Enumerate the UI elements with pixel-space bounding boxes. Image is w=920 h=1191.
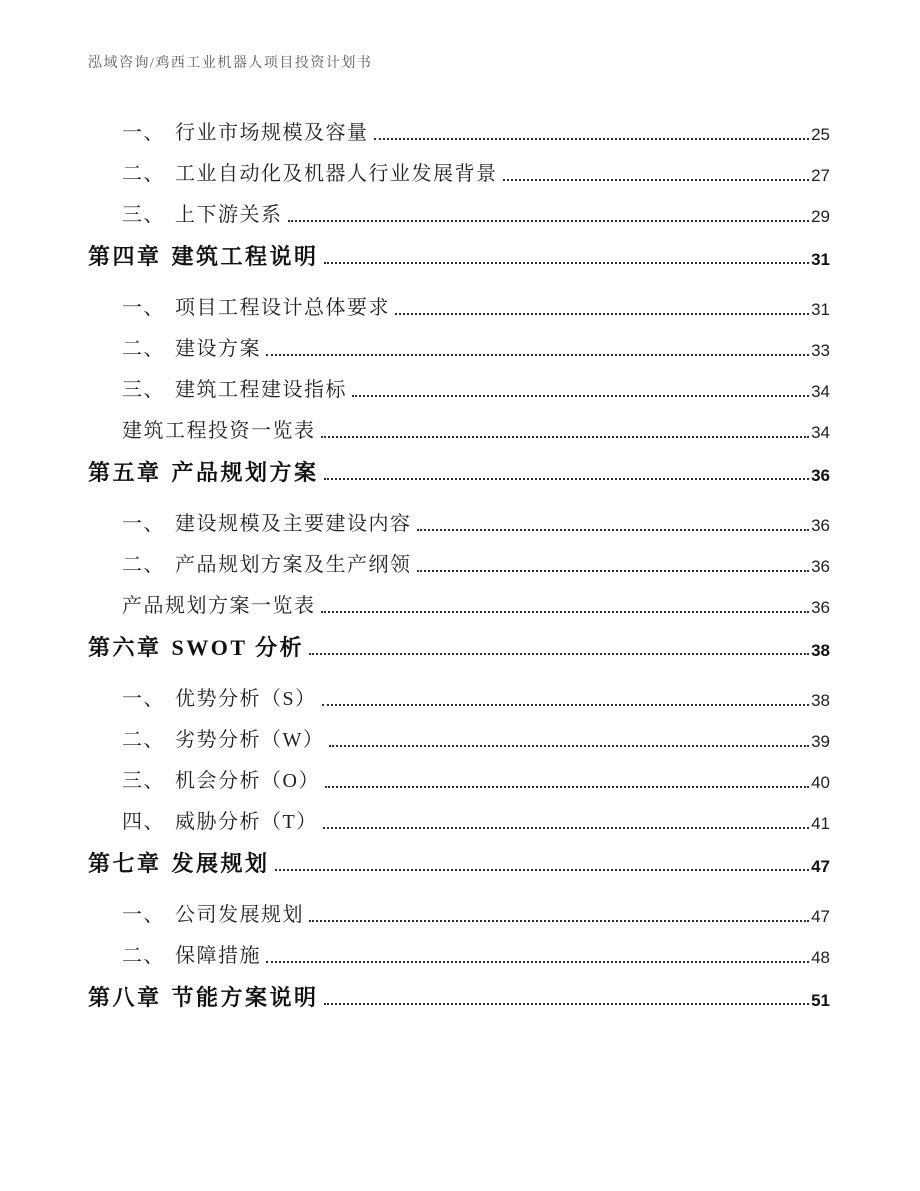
toc-entry-chapter[interactable] xyxy=(88,981,830,1009)
toc-leader-dots xyxy=(325,786,809,788)
toc-entry-title: 建筑工程建设指标 xyxy=(175,379,347,401)
toc-entry-number: 第五章 xyxy=(88,460,162,485)
toc-leader-dots xyxy=(275,869,810,871)
toc-entry[interactable] xyxy=(122,549,830,575)
toc-leader-dots xyxy=(309,920,809,922)
toc-page-number: 36 xyxy=(811,516,830,535)
toc-entry-number: 三、 xyxy=(122,204,165,226)
toc-entry-number: 一、 xyxy=(122,688,165,710)
toc-entry-number: 一、 xyxy=(122,513,165,535)
toc-entry-number: 二、 xyxy=(122,554,165,576)
toc-entry[interactable] xyxy=(122,806,830,832)
toc-entry[interactable] xyxy=(122,333,830,359)
toc-entry-chapter[interactable] xyxy=(88,456,830,484)
toc-page-number: 33 xyxy=(811,341,830,360)
toc-leader-dots xyxy=(324,1003,810,1005)
toc-page-number: 47 xyxy=(811,857,830,876)
toc-page-number: 39 xyxy=(811,732,830,751)
toc-page-number: 34 xyxy=(811,382,830,401)
toc-entry-title: SWOT 分析 xyxy=(171,635,305,660)
toc-leader-dots xyxy=(329,745,809,747)
toc-entry[interactable] xyxy=(122,117,830,143)
toc-entry[interactable] xyxy=(122,508,830,534)
toc-page-number: 36 xyxy=(811,466,830,485)
toc-leader-dots xyxy=(309,653,809,655)
toc-entry-title: 建筑工程投资一览表 xyxy=(122,420,316,442)
toc-entry-chapter[interactable] xyxy=(88,240,830,268)
toc-page-number: 31 xyxy=(811,250,830,269)
toc-leader-dots xyxy=(324,478,810,480)
toc-entry[interactable] xyxy=(122,292,830,318)
toc-entry-number: 三、 xyxy=(122,770,165,792)
toc-page-number: 48 xyxy=(811,948,830,967)
toc-entry-number: 二、 xyxy=(122,729,165,751)
toc-entry-number: 二、 xyxy=(122,945,165,967)
toc-page-number: 40 xyxy=(811,773,830,792)
toc-entry-title: 上下游关系 xyxy=(175,204,283,226)
toc-page-number: 36 xyxy=(811,598,830,617)
toc-entry-number: 一、 xyxy=(122,297,165,319)
toc-entry-title: 工业自动化及机器人行业发展背景 xyxy=(175,163,498,185)
toc-page-number: 51 xyxy=(811,991,830,1010)
toc-entry-title: 行业市场规模及容量 xyxy=(175,122,369,144)
toc-leader-dots xyxy=(374,138,810,140)
toc-entry[interactable] xyxy=(122,590,830,616)
toc-entry-title: 产品规划方案及生产纲领 xyxy=(175,554,412,576)
toc-leader-dots xyxy=(321,611,810,613)
toc-entry-number: 四、 xyxy=(122,811,165,833)
toc-entry-number: 第七章 xyxy=(88,851,162,876)
toc-entry[interactable] xyxy=(122,940,830,966)
toc-leader-dots xyxy=(266,961,809,963)
toc-entry-title: 发展规划 xyxy=(171,851,270,876)
toc-entry-number: 一、 xyxy=(122,122,165,144)
toc-page-number: 41 xyxy=(811,814,830,833)
toc-leader-dots xyxy=(324,262,810,264)
toc-entry-title: 优势分析（S） xyxy=(175,688,317,710)
toc-entry-title: 公司发展规划 xyxy=(175,904,304,926)
toc-entry-title: 劣势分析（W） xyxy=(175,729,325,751)
toc-entry[interactable] xyxy=(122,415,830,441)
document-header: 泓域咨询/鸡西工业机器人项目投资计划书 xyxy=(88,56,373,71)
toc-page-number: 25 xyxy=(811,125,830,144)
toc-leader-dots xyxy=(323,827,809,829)
toc-entry-title: 建设方案 xyxy=(175,338,261,360)
toc-leader-dots xyxy=(417,529,810,531)
toc-entry-number: 第八章 xyxy=(88,985,162,1010)
toc-leader-dots xyxy=(288,220,810,222)
toc-entry-number: 二、 xyxy=(122,163,165,185)
toc-entry[interactable] xyxy=(122,683,830,709)
toc-entry-title: 项目工程设计总体要求 xyxy=(175,297,390,319)
toc-entry-title: 产品规划方案 xyxy=(171,460,319,485)
toc-entry-title: 保障措施 xyxy=(175,945,261,967)
toc-page-number: 36 xyxy=(811,557,830,576)
toc-entry[interactable] xyxy=(122,199,830,225)
toc-page-number: 29 xyxy=(811,207,830,226)
toc-entry-chapter[interactable] xyxy=(88,847,830,875)
toc-leader-dots xyxy=(395,313,809,315)
toc-entry-title: 建设规模及主要建设内容 xyxy=(175,513,412,535)
toc-list xyxy=(88,117,830,1009)
toc-entry-number: 二、 xyxy=(122,338,165,360)
toc-entry-title: 建筑工程说明 xyxy=(171,244,319,269)
toc-page-number: 38 xyxy=(811,691,830,710)
toc-entry-title: 节能方案说明 xyxy=(171,985,319,1010)
toc-entry[interactable] xyxy=(122,899,830,925)
toc-page-number: 47 xyxy=(811,907,830,926)
toc-page-number: 34 xyxy=(811,423,830,442)
toc-leader-dots xyxy=(503,179,810,181)
toc-entry-number: 第四章 xyxy=(88,244,162,269)
toc-entry-number: 一、 xyxy=(122,904,165,926)
toc-page-number: 38 xyxy=(811,641,830,660)
toc-entry-number: 三、 xyxy=(122,379,165,401)
toc-leader-dots xyxy=(417,570,810,572)
toc-page-number: 27 xyxy=(811,166,830,185)
toc-leader-dots xyxy=(352,395,809,397)
toc-entry[interactable] xyxy=(122,158,830,184)
toc-entry[interactable] xyxy=(122,374,830,400)
toc-leader-dots xyxy=(321,436,810,438)
toc-entry-title: 机会分析（O） xyxy=(175,770,320,792)
toc-entry-title: 产品规划方案一览表 xyxy=(122,595,316,617)
toc-entry-title: 威胁分析（T） xyxy=(175,811,318,833)
toc-entry[interactable] xyxy=(122,765,830,791)
toc-entry-chapter[interactable] xyxy=(88,631,830,659)
toc-leader-dots xyxy=(322,704,809,706)
toc-entry[interactable] xyxy=(122,724,830,750)
toc-leader-dots xyxy=(266,354,809,356)
toc-page-number: 31 xyxy=(811,300,830,319)
toc-entry-number: 第六章 xyxy=(88,635,162,660)
